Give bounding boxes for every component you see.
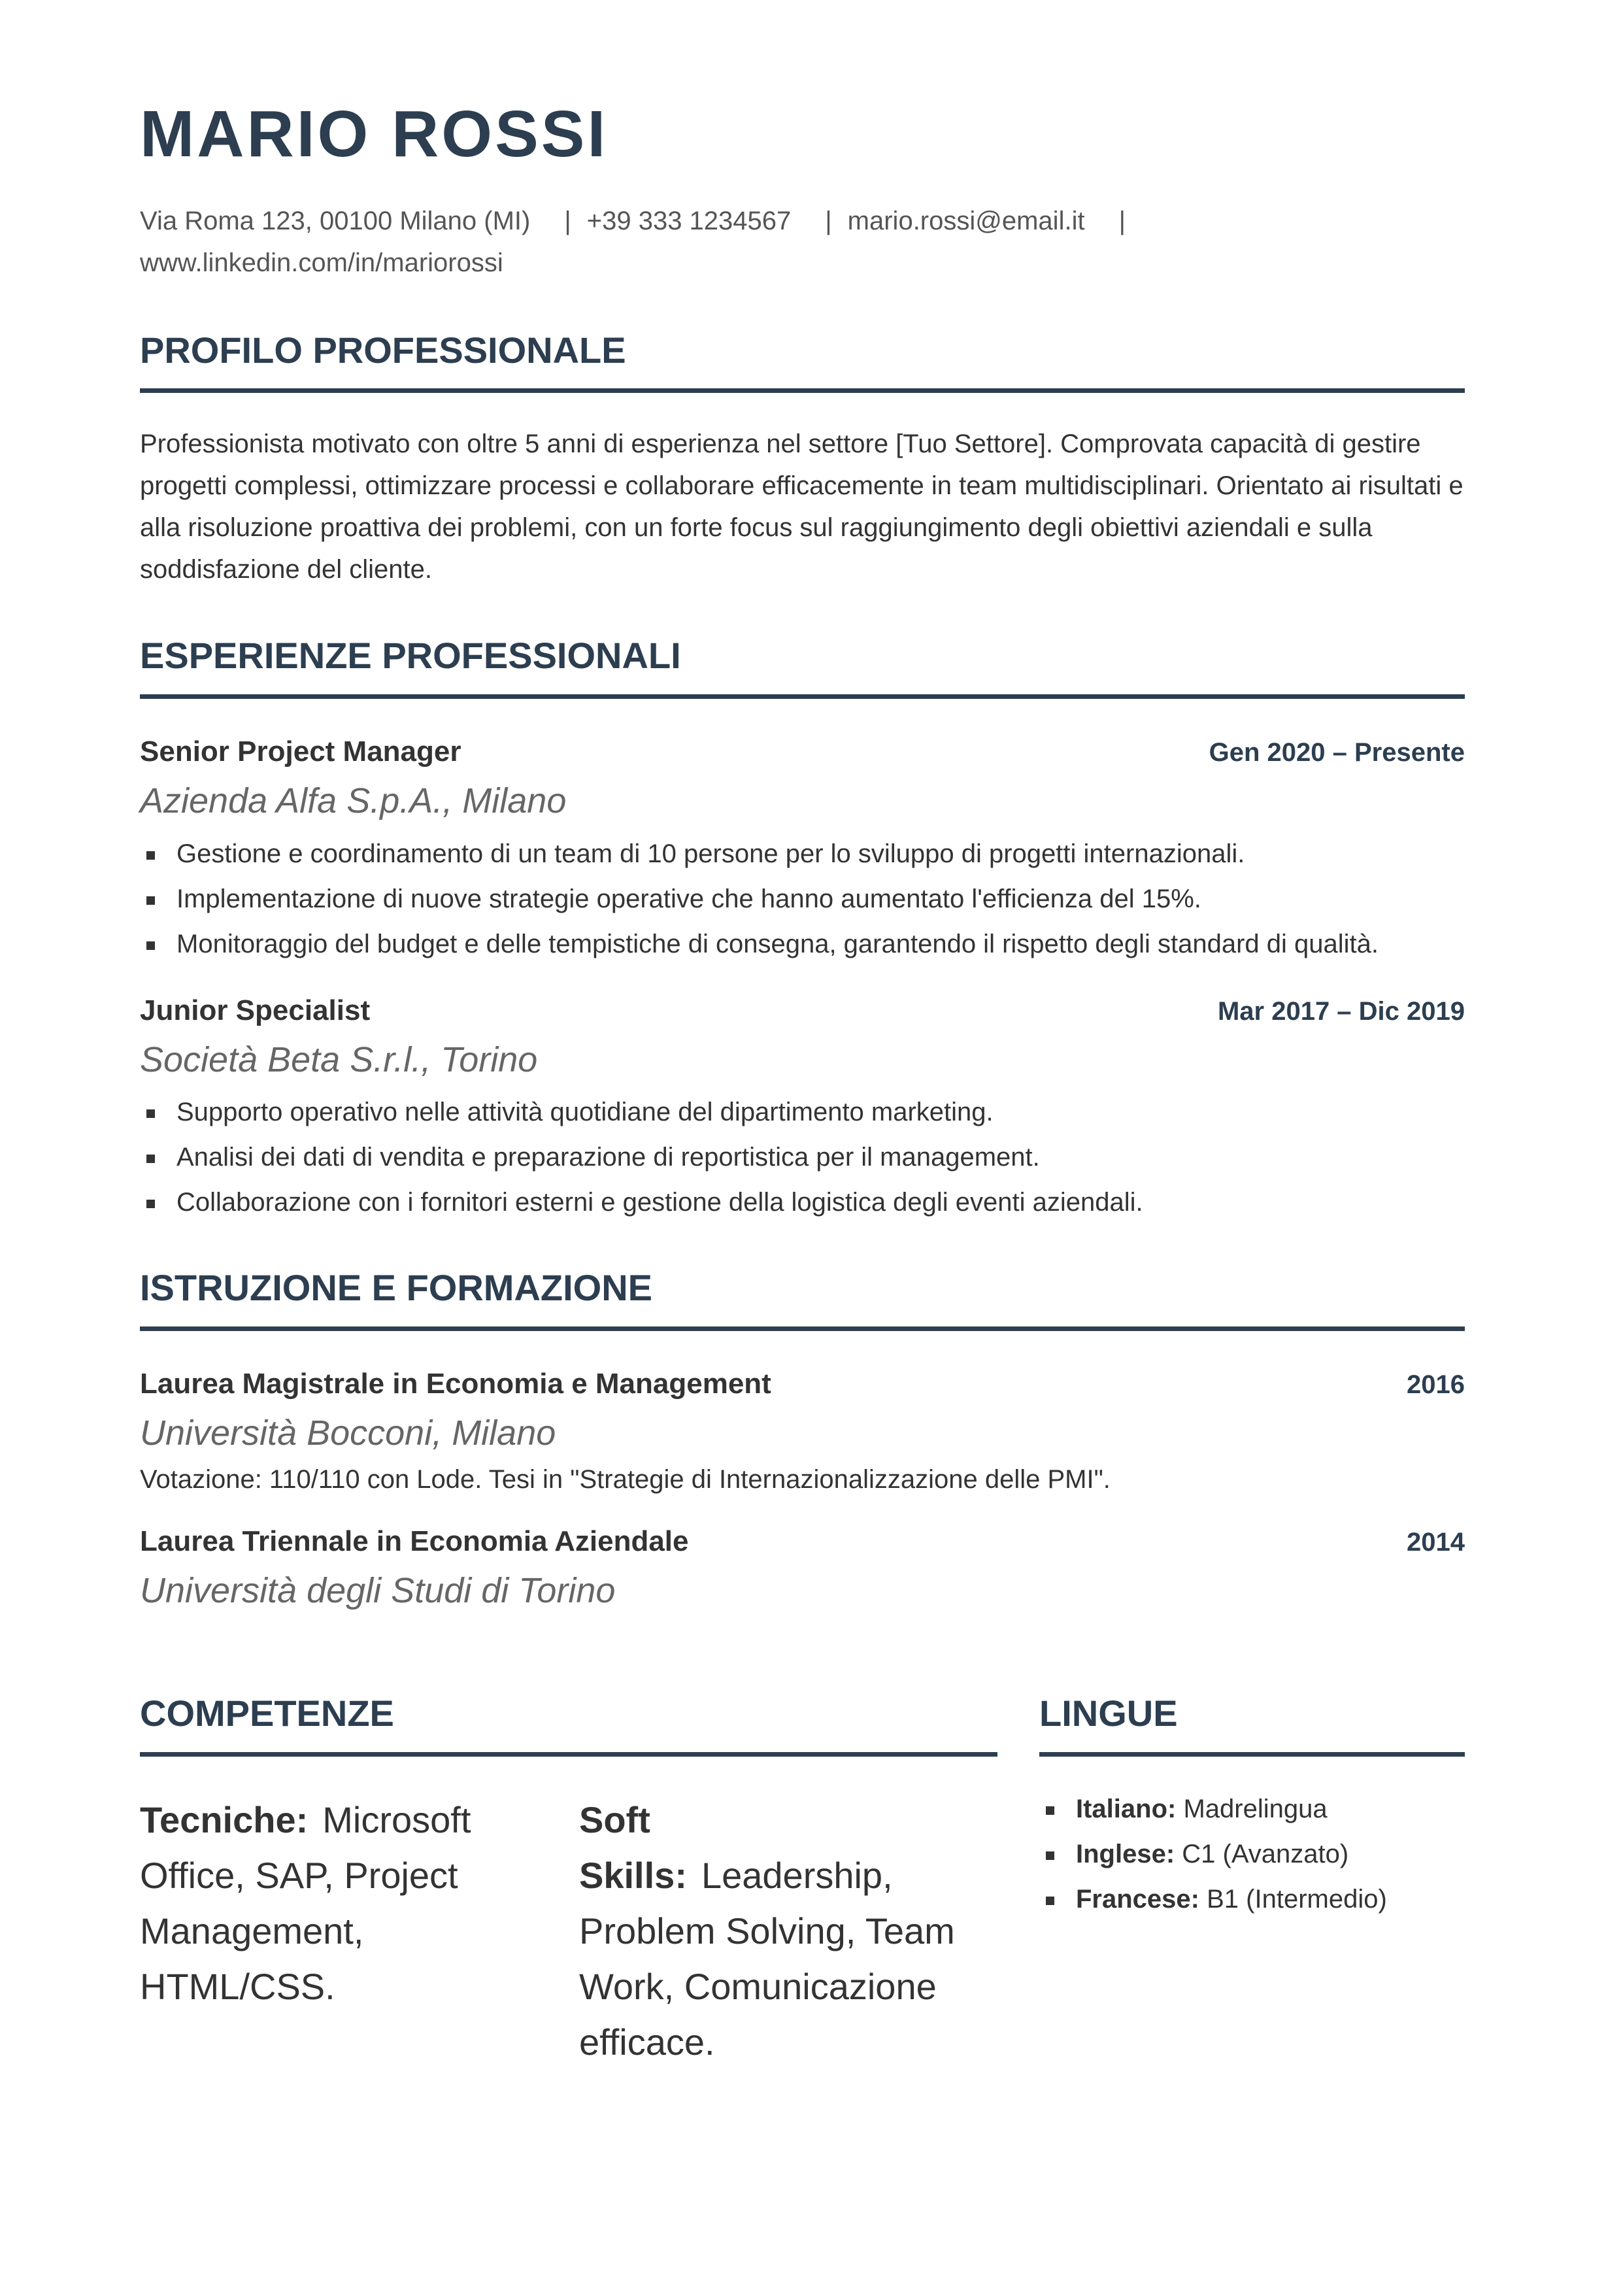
list-item: Supporto operativo nelle attività quotidiane del dipartimento marketing. — [140, 1090, 1465, 1135]
skills-body — [140, 1792, 997, 2070]
school-name: Università degli Studi di Torino — [140, 1570, 616, 1610]
language-list — [1039, 1787, 1465, 1922]
education-header — [140, 1368, 1465, 1400]
job-header — [140, 994, 1465, 1027]
candidate-name: MARIO ROSSI — [140, 97, 609, 171]
list-item: Analisi dei dati di vendita e preparazione di reportistica per il management. — [140, 1135, 1465, 1180]
separator: | — [825, 207, 832, 235]
education-entry — [140, 1525, 1465, 1612]
section-title: ESPERIENZE PROFESSIONALI — [140, 635, 1465, 698]
experience-section — [140, 635, 1465, 1225]
resume-header — [140, 98, 1465, 284]
list-item: Gestione e coordinamento di un team di 10 persone per lo sviluppo di progetti internazionali. — [140, 832, 1465, 877]
skill-list: Microsoft Office, SAP, Project Management, HTML/CSS. — [140, 1798, 471, 2007]
job-dates: Mar 2017 – Dic 2019 — [1217, 996, 1465, 1026]
degree-year: 2016 — [1407, 1370, 1465, 1399]
languages-section — [1039, 1693, 1465, 2069]
school-name: Università Bocconi, Milano — [140, 1413, 556, 1453]
education-header — [140, 1525, 1465, 1558]
contact-info — [140, 200, 1465, 284]
job-dates: Gen 2020 – Presente — [1209, 737, 1465, 767]
language-name: Francese: — [1076, 1884, 1199, 1914]
education-note: Votazione: 110/110 con Lode. Tesi in "Strategie di Internazionalizzazione delle PMI". — [140, 1464, 1111, 1494]
language-name: Inglese: — [1076, 1839, 1175, 1868]
language-level: C1 (Avanzato) — [1182, 1839, 1349, 1868]
language-level: Madrelingua — [1183, 1794, 1328, 1823]
job-entry — [140, 994, 1465, 1226]
separator: | — [1118, 207, 1126, 235]
skills-section — [140, 1693, 997, 2069]
language-level: B1 (Intermedio) — [1207, 1884, 1387, 1914]
job-title: Junior Specialist — [140, 994, 371, 1026]
soft-skills — [579, 1792, 971, 2070]
bottom-columns — [140, 1693, 1465, 2069]
list-item: Monitoraggio del budget e delle tempistiche di consegna, garantendo il rispetto degli standard di qualità. — [140, 922, 1465, 967]
degree-year: 2014 — [1407, 1527, 1465, 1557]
technical-skills — [140, 1792, 532, 2070]
degree-title: Laurea Magistrale in Economia e Management — [140, 1367, 771, 1400]
separator: | — [564, 207, 571, 235]
list-item — [1039, 1877, 1465, 1922]
degree-title: Laurea Triennale in Economia Aziendale — [140, 1525, 689, 1557]
skill-list: Leadership, Problem Solving, Team Work, Comunicazione efficace. — [579, 1854, 955, 2063]
skill-label: Tecniche: — [140, 1798, 309, 1840]
education-section — [140, 1267, 1465, 1612]
list-item: Implementazione di nuove strategie operative che hanno aumentato l'efficienza del 15%. — [140, 877, 1465, 922]
section-title: ISTRUZIONE E FORMAZIONE — [140, 1267, 1465, 1330]
profile-text: Professionista motivato con oltre 5 anni di esperienza nel settore [Tuo Settore]. Comprovata capacità di gestire progetti complessi, ottimizzare processi e collaborare efficacemente in team multidisciplinari. Orientato ai risultati e alla risoluzione proattiva dei problemi, con un forte focus sul raggiungimento degli obiettivi aziendali e sulla soddisfazione del cliente. — [140, 430, 1464, 584]
job-bullets — [140, 1090, 1465, 1225]
company-name: Società Beta S.r.l., Torino — [140, 1039, 538, 1079]
list-item — [1039, 1787, 1465, 1832]
address: Via Roma 123, 00100 Milano (MI) — [140, 207, 531, 235]
language-name: Italiano: — [1076, 1794, 1177, 1823]
phone: +39 333 1234567 — [586, 207, 792, 235]
list-item — [1039, 1832, 1465, 1877]
section-title: COMPETENZE — [140, 1693, 997, 1756]
email[interactable]: mario.rossi@email.it — [847, 207, 1085, 235]
job-header — [140, 735, 1465, 768]
skill-label: Soft Skills: — [579, 1798, 687, 1896]
section-title: LINGUE — [1039, 1693, 1465, 1756]
linkedin-url[interactable]: www.linkedin.com/in/mariorossi — [140, 248, 503, 277]
profile-section — [140, 329, 1465, 590]
education-entry — [140, 1368, 1465, 1500]
job-bullets — [140, 832, 1465, 967]
job-title: Senior Project Manager — [140, 735, 461, 768]
section-title: PROFILO PROFESSIONALE — [140, 329, 1465, 393]
job-entry — [140, 735, 1465, 967]
company-name: Azienda Alfa S.p.A., Milano — [140, 781, 567, 820]
list-item: Collaborazione con i fornitori esterni e gestione della logistica degli eventi aziendali. — [140, 1180, 1465, 1225]
